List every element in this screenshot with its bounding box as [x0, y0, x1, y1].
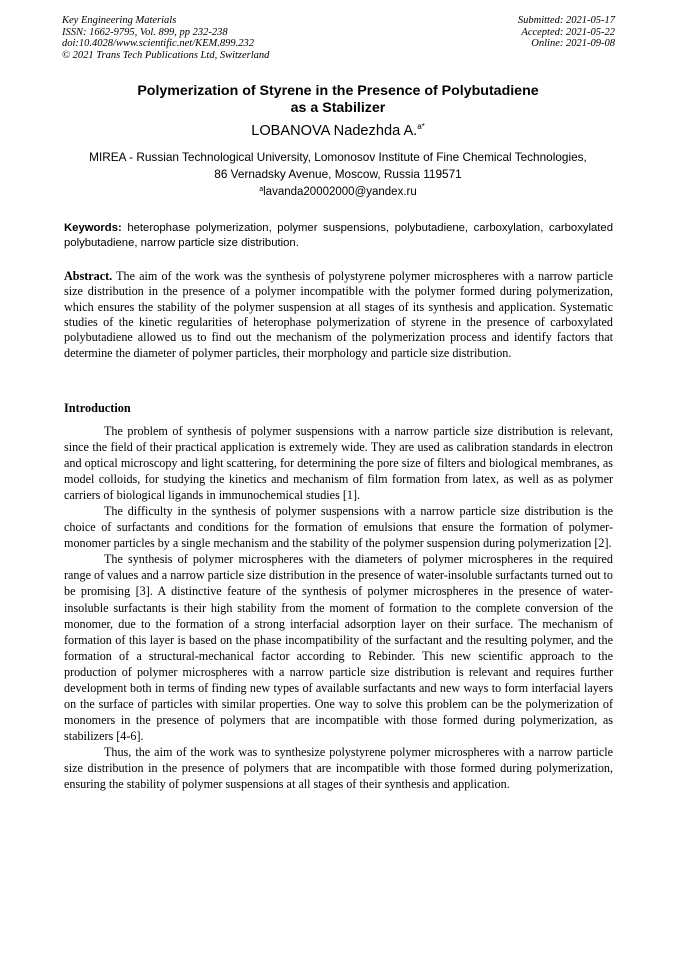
doi-line[interactable]: doi:10.4028/www.scientific.net/KEM.899.232 [62, 38, 254, 50]
abstract-text: The aim of the work was the synthesis of polystyrene polymer microspheres with a narrow particle size distribution in the presence of a polymer incompatible with the polymer formed during polymerization, which ensures the stability of the polymer suspension at all stages of its synthesis and application. Systematic studies of the kinetic regularities of heterophase polymerization of styrene in the presence of carboxylated polybutadiene allowed us to find out the mechanism of the polymerization process and identify factors that determine the diameter of polymer particles, their morphology and particle size distribution. [64, 269, 613, 360]
abstract-label: Abstract. [64, 269, 113, 283]
keywords [64, 221, 613, 251]
paper-title [62, 83, 614, 118]
author-line [62, 123, 614, 140]
section-heading-introduction: Introduction [64, 401, 131, 415]
keywords-label: Keywords: [64, 222, 122, 234]
online-date: Online: 2021-09-08 [531, 38, 615, 50]
title-line-1: Polymerization of Styrene in the Presence of Polybutadiene [137, 83, 539, 99]
title-line-2: as a Stabilizer [290, 100, 386, 117]
affiliation-line-1: MIREA - Russian Technological University, Lomonosov Institute of Fine Chemical Technologies, [89, 150, 587, 164]
abstract [64, 269, 613, 361]
issn-line: ISSN: 1662-9795, Vol. 899, pp 232-238 [62, 26, 228, 38]
accepted-date: Accepted: 2021-05-22 [521, 26, 615, 38]
submitted-date: Submitted: 2021-05-17 [517, 15, 615, 26]
introduction-body [64, 423, 613, 792]
intro-paragraph-3: The synthesis of polymer microspheres with the diameters of polymer microspheres in the required range of values and a narrow particle size distribution in the presence of water-insoluble surfactants turned out to be promising [3]. A distinctive feature of the synthesis of polymer microspheres in the presence of water-insoluble surfactants is their high stability from the moment of formation to the complete conversion of the monomer, due to the formation of a strong interfacial adsorption layer on their surface. The mechanism of formation of this layer is based on the phase incompatibility of the surfactant and the resulting polymer, and the formation of a structural-mechanical factor according to Rebinder. This new scientific approach to the production of polymer microspheres with a narrow particle size distribution is relevant and requires further development both in terms of finding new types of available surfactants and new ways to form interfacial layers on the surface of particles with similar properties. One way to solve this problem can be the polymerization of monomers in the presence of polymers that are incompatible with those formed during polymerization, as stabilizers [4-6]. [64, 552, 613, 743]
intro-paragraph-4: Thus, the aim of the work was to synthesize polystyrene polymer microspheres with a narrow particle size distribution in the presence of polymers that are incompatible with those formed during polymerization, ensuring the stability of polymer suspensions at all stages of their synthesis and application. [64, 744, 613, 792]
intro-paragraph-2: The difficulty in the synthesis of polymer suspensions with a narrow particle size distribution is the choice of surfactants and conditions for the formation of emulsions that ensure the formation of polymer-monomer particles by a single mechanism and the stability of the polymer suspension during polymerization [2]. [64, 504, 613, 551]
email-superscript: a [259, 186, 264, 193]
keywords-text: heterophase polymerization, polymer suspensions, polybutadiene, carboxylation, carboxylated polybutadiene, narrow particle size distribution. [64, 222, 613, 249]
email-line [62, 185, 614, 200]
journal-name: Key Engineering Materials [62, 15, 177, 26]
dates-info [518, 15, 615, 50]
author-superscript: a* [417, 122, 425, 131]
email-address[interactable]: lavanda20002000@yandex.ru [263, 186, 417, 198]
author-name: LOBANOVA Nadezhda A. [251, 123, 418, 139]
affiliation [62, 149, 614, 183]
intro-paragraph-1: The problem of synthesis of polymer suspensions with a narrow particle size distribution is relevant, since the field of their practical application is extremely wide. They are used as calibration standards in electron and optical microscopy and light scattering, for determining the pore size of filters and biological membranes, as model colloids, for studying the kinetics and mechanism of film formation from latex, as well as as polymer carriers of biological ligands in immunochemical studies [1]. [64, 424, 613, 503]
copyright-line: © 2021 Trans Tech Publications Ltd, Switzerland [62, 49, 270, 61]
affiliation-line-2: 86 Vernadsky Avenue, Moscow, Russia 119571 [214, 167, 462, 181]
journal-info [62, 15, 269, 61]
